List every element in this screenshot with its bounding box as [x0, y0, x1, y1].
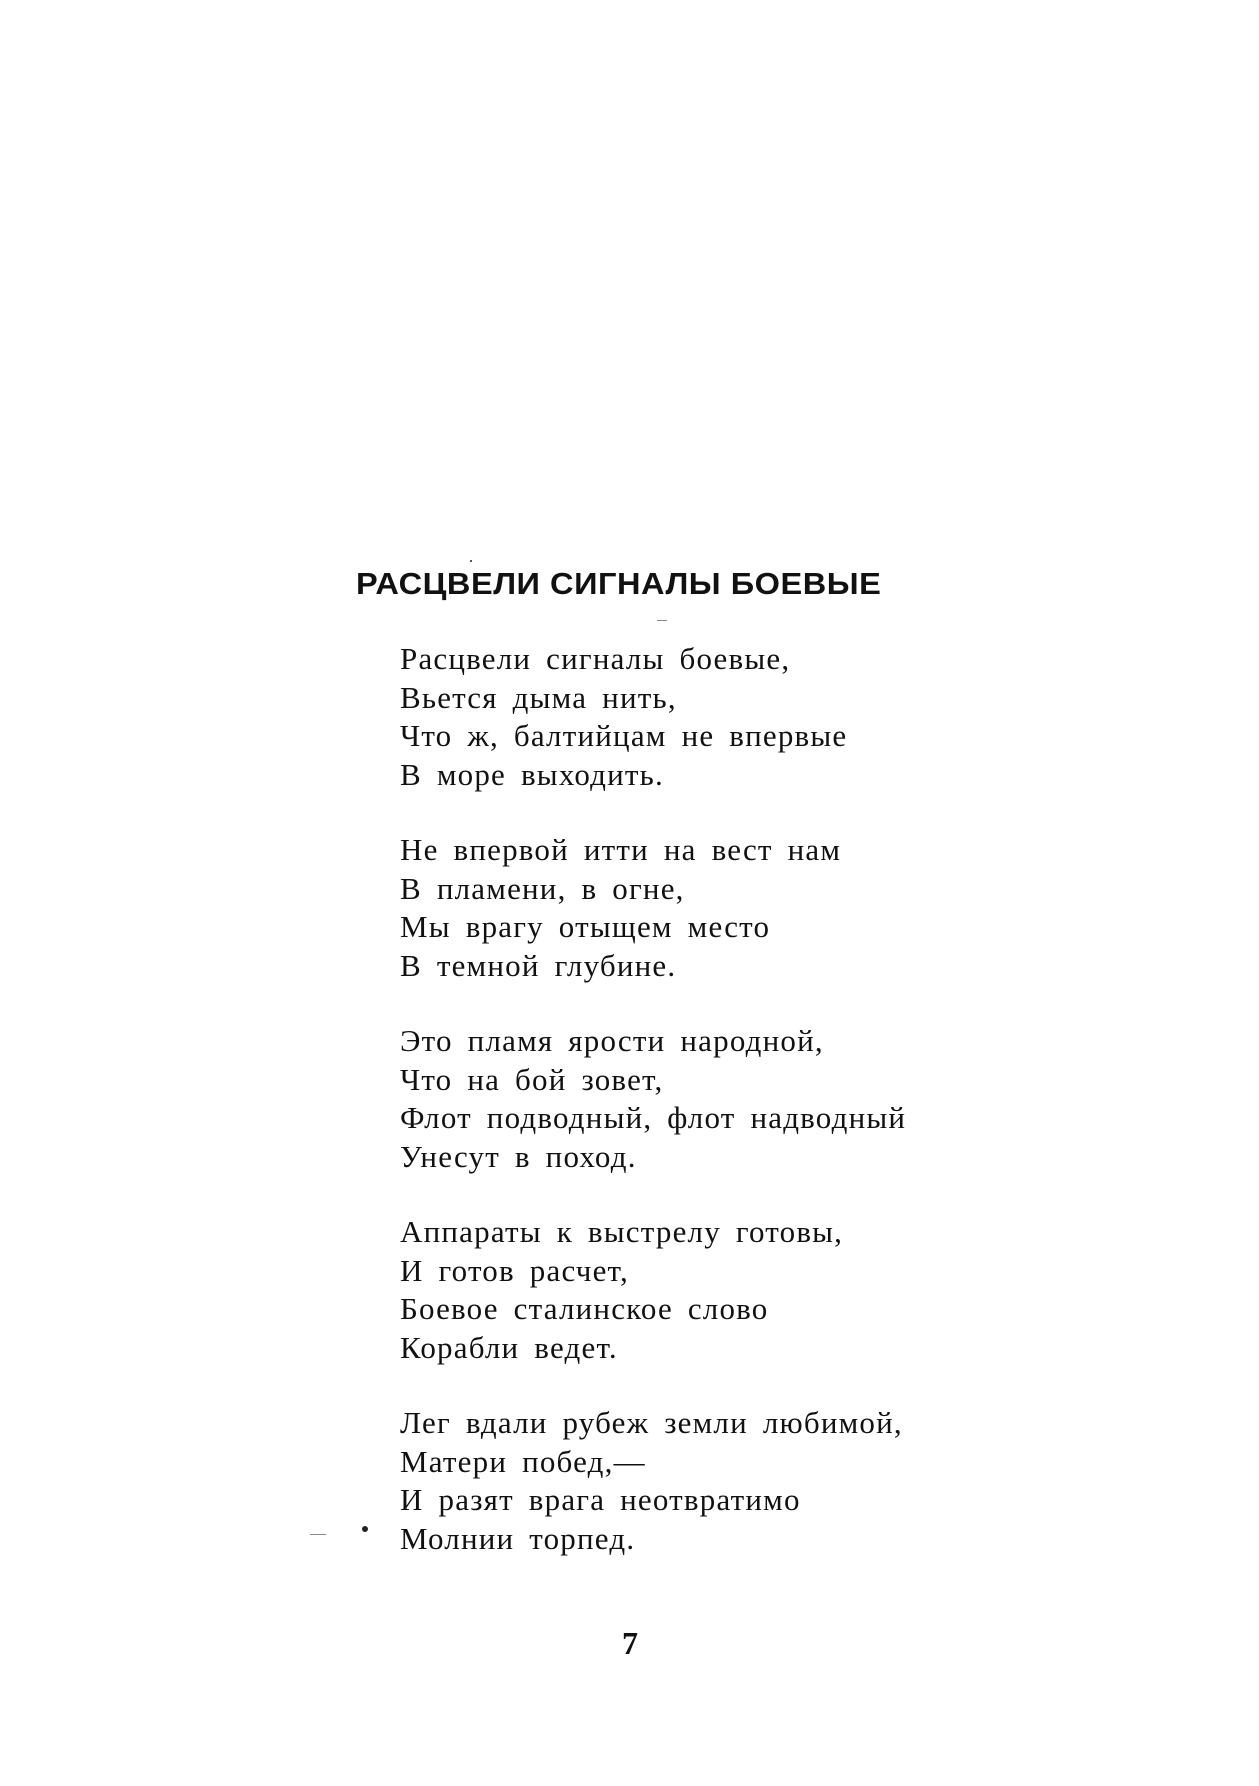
page-number: 7 — [622, 1625, 638, 1661]
stanza-2 — [400, 831, 906, 985]
poem-line: Расцвели сигналы боевые, — [400, 641, 791, 676]
poem-line: Мы врагу отыщем место — [400, 909, 771, 944]
poem-body — [400, 640, 906, 1595]
poem-line: Вьется дыма нить, — [400, 679, 677, 715]
poem-line: В темной глубине. — [400, 947, 677, 983]
print-speck — [470, 560, 472, 562]
stanza-3 — [400, 1022, 906, 1176]
poem-line: Корабли ведет. — [400, 1329, 618, 1365]
poem-line: Что ж, балтийцам не впервые — [400, 718, 848, 753]
stanza-5 — [400, 1404, 906, 1558]
poem-line: Аппараты к выстрелу готовы, — [400, 1214, 844, 1249]
poem-line: Это пламя ярости народной, — [400, 1023, 824, 1058]
poem-line: И разят врага неотвратимо — [400, 1482, 801, 1517]
poem-line: Матери побед,— — [400, 1443, 646, 1479]
poem-title: РАСЦВЕЛИ СИГНАЛЫ БОЕВЫЕ — [356, 566, 882, 601]
poem-line: Что на бой зовет, — [400, 1061, 664, 1097]
stanza-1 — [400, 640, 906, 794]
margin-dot — [362, 1526, 368, 1532]
poem-line: В пламени, в огне, — [400, 870, 685, 906]
poem-line: Не впервой итти на вест нам — [400, 832, 842, 867]
poem-line: Боевое сталинское слово — [400, 1291, 769, 1326]
poem-line: И готов расчет, — [400, 1252, 629, 1288]
poem-line: Молнии торпед. — [400, 1520, 636, 1556]
poem-line: В море выходить. — [400, 756, 664, 792]
margin-mark — [310, 1534, 326, 1535]
print-speck — [657, 620, 667, 621]
stanza-4 — [400, 1213, 906, 1367]
poem-line: Унесут в поход. — [400, 1138, 637, 1174]
poem-line: Флот подводный, флот надводный — [400, 1100, 907, 1135]
poem-line: Лег вдали рубеж земли любимой, — [400, 1405, 903, 1440]
